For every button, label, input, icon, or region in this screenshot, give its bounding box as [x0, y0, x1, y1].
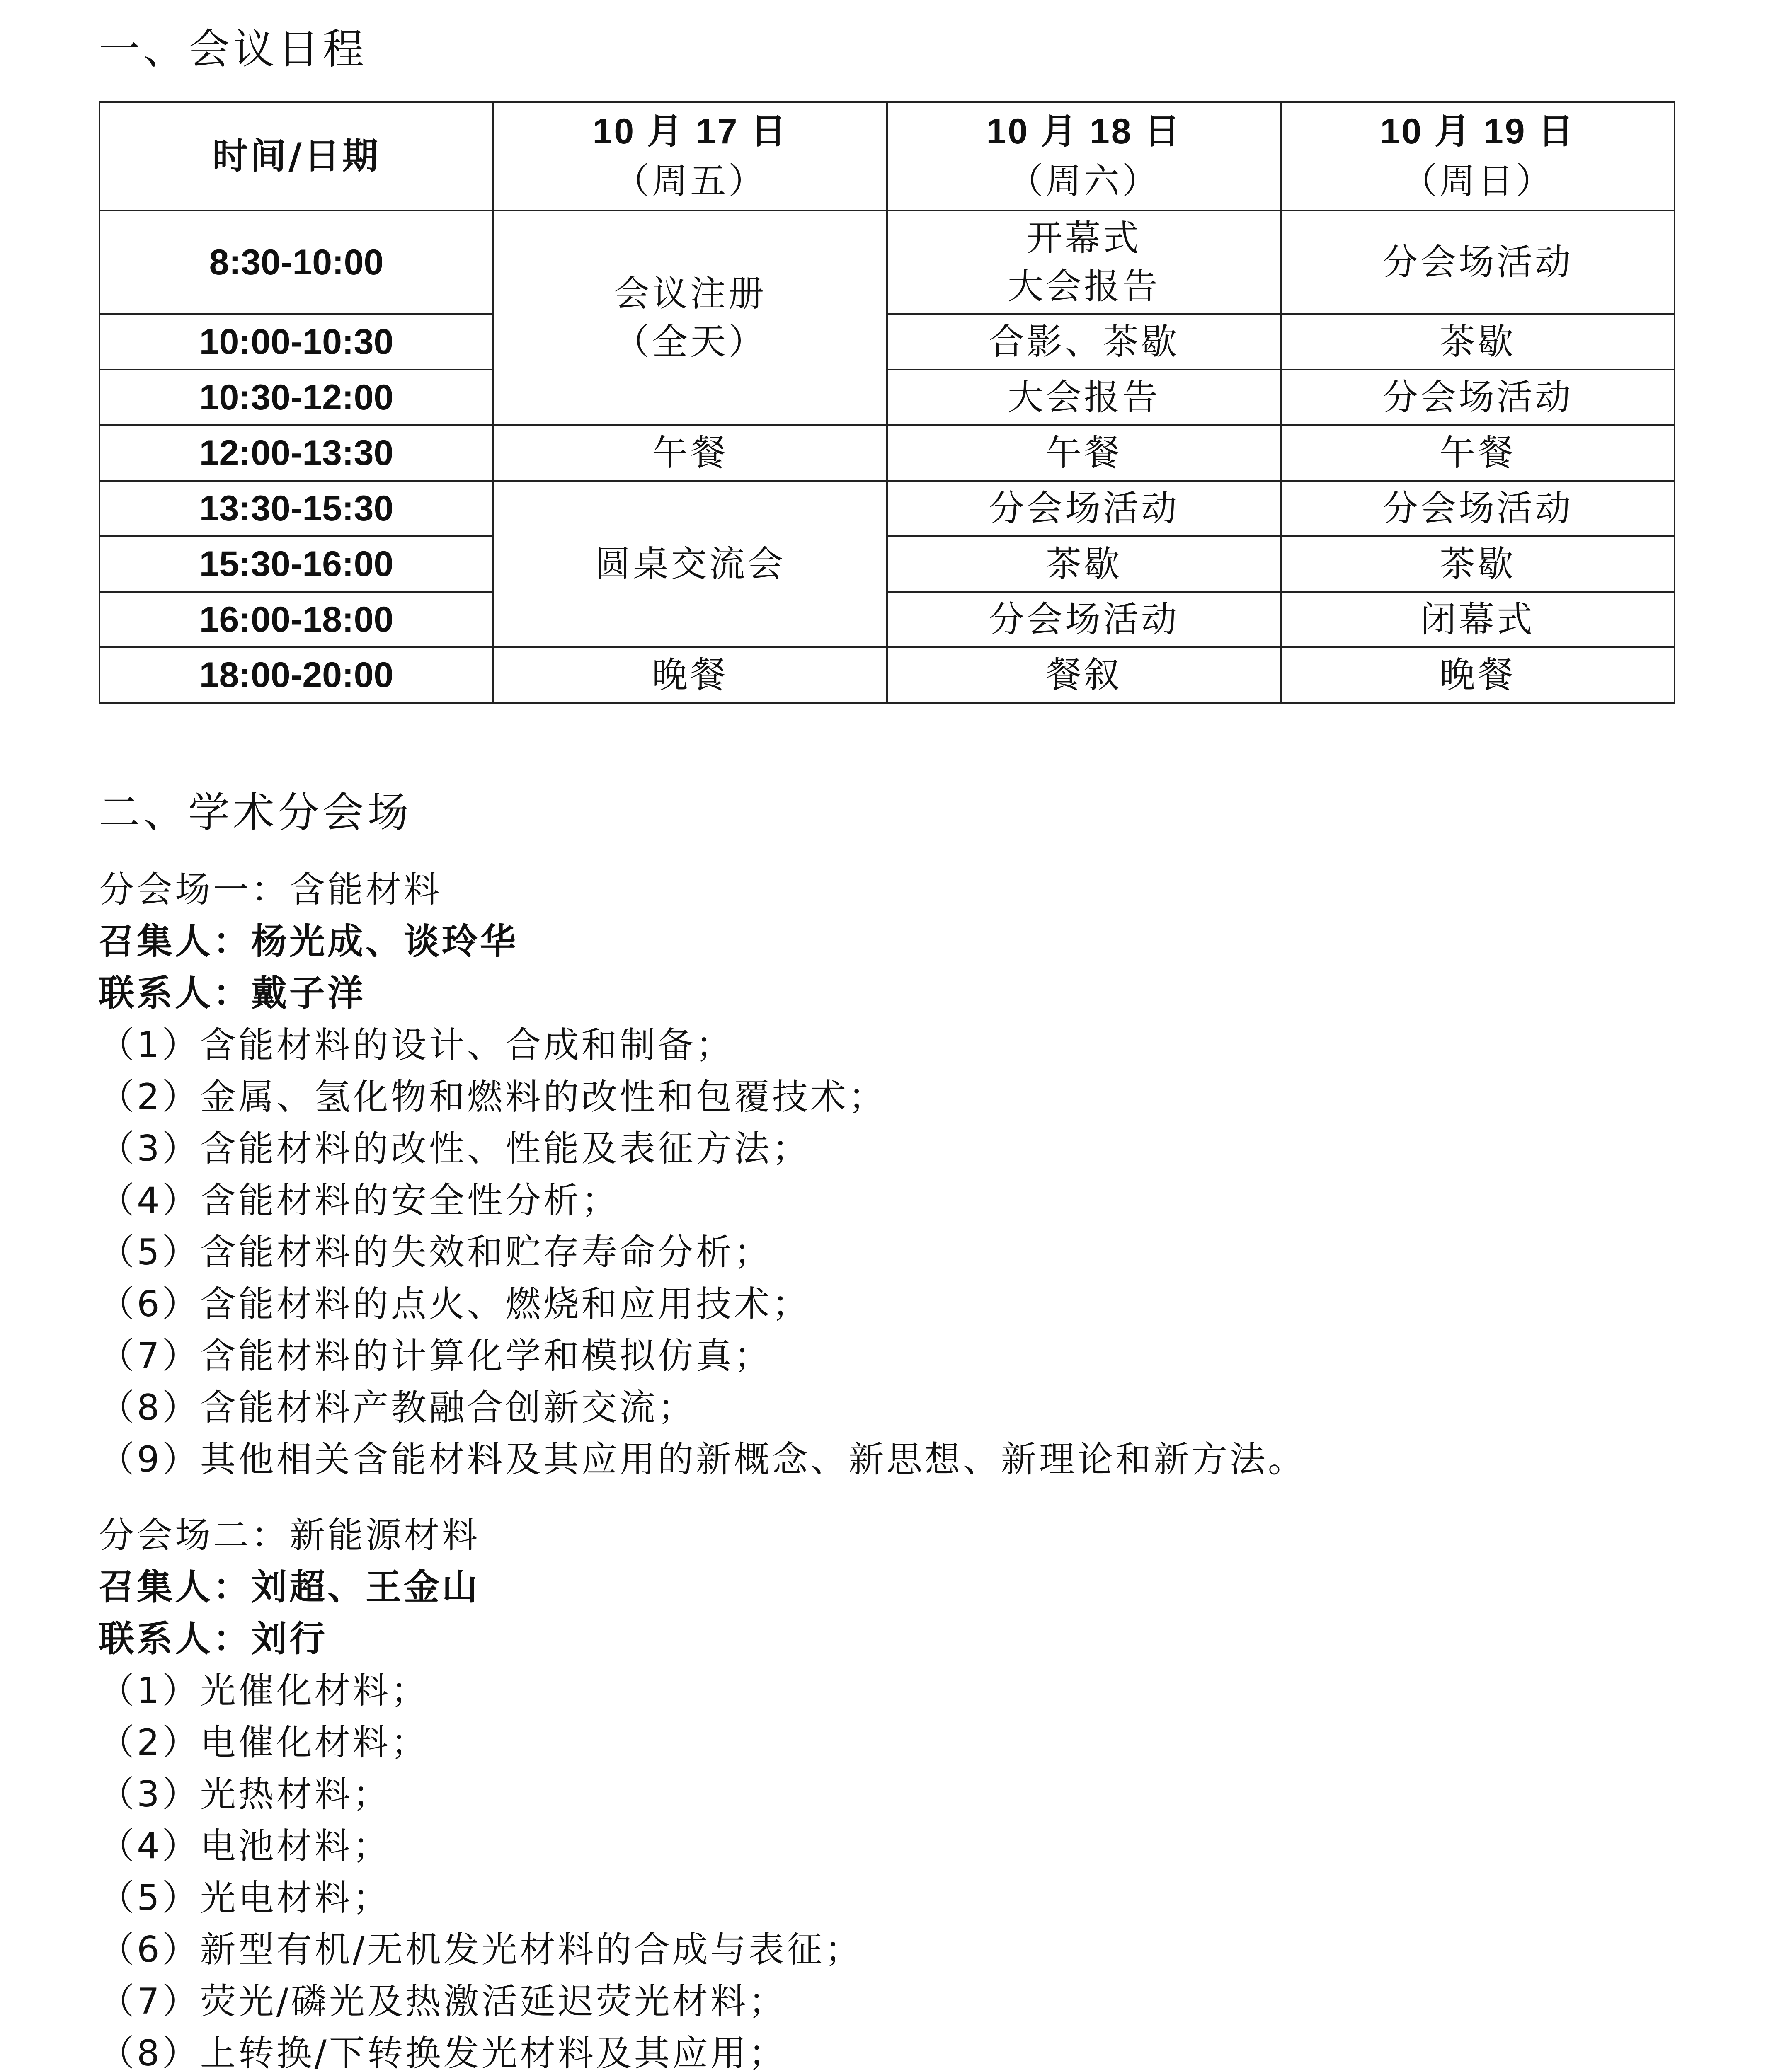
day1-dinner: 晚餐	[493, 647, 887, 703]
session-contact: 联系人：戴子洋	[99, 973, 366, 1014]
session-block	[99, 864, 1715, 1486]
table-row	[99, 536, 1675, 592]
day3-cell: 闭幕式	[1281, 592, 1675, 647]
time-slot: 16:00-18:00	[99, 592, 493, 647]
session-title: 分会场二：新能源材料	[99, 1515, 480, 1556]
topic-item: （4）电池材料；	[99, 1825, 391, 1867]
session-convener: 召集人：杨光成、谈玲华	[99, 921, 518, 962]
day3-cell: 晚餐	[1281, 647, 1675, 703]
table-row	[99, 592, 1675, 647]
topic-item: （2）金属、氢化物和燃料的改性和包覆技术；	[99, 1076, 887, 1118]
topic-item: （3）含能材料的改性、性能及表征方法；	[99, 1128, 810, 1169]
plenary-report: 大会报告	[1008, 266, 1160, 307]
header-day-3	[1281, 102, 1675, 211]
day3-cell: 茶歇	[1281, 314, 1675, 370]
section-heading-sessions: 二、学术分会场	[99, 788, 412, 837]
time-slot: 15:30-16:00	[99, 536, 493, 592]
schedule-table	[99, 101, 1675, 704]
day1-roundtable: 圆桌交流会	[493, 481, 887, 647]
header-day-2-weekday: （周六）	[1008, 160, 1160, 202]
topic-item: （6）含能材料的点火、燃烧和应用技术；	[99, 1283, 810, 1325]
time-slot: 10:00-10:30	[99, 314, 493, 370]
day2-cell: 午餐	[887, 425, 1281, 481]
table-row	[99, 314, 1675, 370]
topic-item: （7）荧光/磷光及热激活延迟荧光材料；	[99, 1981, 787, 2022]
time-slot: 12:00-13:30	[99, 425, 493, 481]
header-day-2-date: 10 月 18 日	[986, 111, 1182, 151]
section-heading-schedule: 一、会议日程	[99, 25, 367, 73]
topic-item: （7）含能材料的计算化学和模拟仿真；	[99, 1335, 772, 1377]
session-block	[99, 1510, 1715, 2072]
header-day-1-weekday: （周五）	[614, 160, 766, 202]
session-contact: 联系人：刘行	[99, 1618, 327, 1660]
topic-item: （2）电催化材料；	[99, 1722, 429, 1763]
header-day-3-date: 10 月 19 日	[1380, 111, 1576, 151]
time-slot: 8:30-10:00	[99, 211, 493, 314]
day1-registration	[493, 211, 887, 425]
header-day-1-date: 10 月 17 日	[592, 111, 788, 151]
day2-cell: 大会报告	[887, 370, 1281, 425]
topic-item: （8）含能材料产教融合创新交流；	[99, 1387, 696, 1428]
topic-item: （8）上转换/下转换发光材料及其应用；	[99, 2033, 787, 2072]
time-slot: 13:30-15:30	[99, 481, 493, 536]
table-row	[99, 211, 1675, 314]
header-day-1	[493, 102, 887, 211]
day2-cell: 茶歇	[887, 536, 1281, 592]
day3-cell: 分会场活动	[1281, 481, 1675, 536]
day2-cell: 餐叙	[887, 647, 1281, 703]
day2-cell: 合影、茶歇	[887, 314, 1281, 370]
topic-item: （5）含能材料的失效和贮存寿命分析；	[99, 1232, 772, 1273]
topic-item: （3）光热材料；	[99, 1774, 391, 1815]
opening-ceremony: 开幕式	[1027, 217, 1141, 259]
day2-opening	[887, 211, 1281, 314]
topic-item: （5）光电材料；	[99, 1877, 391, 1919]
table-row	[99, 425, 1675, 481]
header-time-date: 时间/日期	[99, 102, 493, 211]
day3-cell: 分会场活动	[1281, 370, 1675, 425]
session-convener: 召集人：刘超、王金山	[99, 1566, 480, 1608]
table-row	[99, 647, 1675, 703]
table-row	[99, 370, 1675, 425]
topic-item: （1）含能材料的设计、合成和制备；	[99, 1024, 734, 1066]
table-row	[99, 481, 1675, 536]
topic-item: （1）光催化材料；	[99, 1670, 429, 1711]
time-slot: 18:00-20:00	[99, 647, 493, 703]
header-day-2	[887, 102, 1281, 211]
topic-item: （6）新型有机/无机发光材料的合成与表征；	[99, 1929, 863, 1970]
registration-label: 会议注册	[614, 273, 766, 315]
day1-lunch: 午餐	[493, 425, 887, 481]
topic-item: （4）含能材料的安全性分析；	[99, 1180, 620, 1221]
day3-cell: 分会场活动	[1281, 211, 1675, 314]
day2-cell: 分会场活动	[887, 481, 1281, 536]
registration-note: （全天）	[614, 321, 766, 363]
day3-cell: 午餐	[1281, 425, 1675, 481]
topic-item: （9）其他相关含能材料及其应用的新概念、新思想、新理论和新方法。	[99, 1439, 1306, 1480]
header-day-3-weekday: （周日）	[1401, 160, 1554, 202]
day3-cell: 茶歇	[1281, 536, 1675, 592]
time-slot: 10:30-12:00	[99, 370, 493, 425]
day2-cell: 分会场活动	[887, 592, 1281, 647]
table-header-row	[99, 102, 1675, 211]
session-title: 分会场一：含能材料	[99, 869, 442, 910]
